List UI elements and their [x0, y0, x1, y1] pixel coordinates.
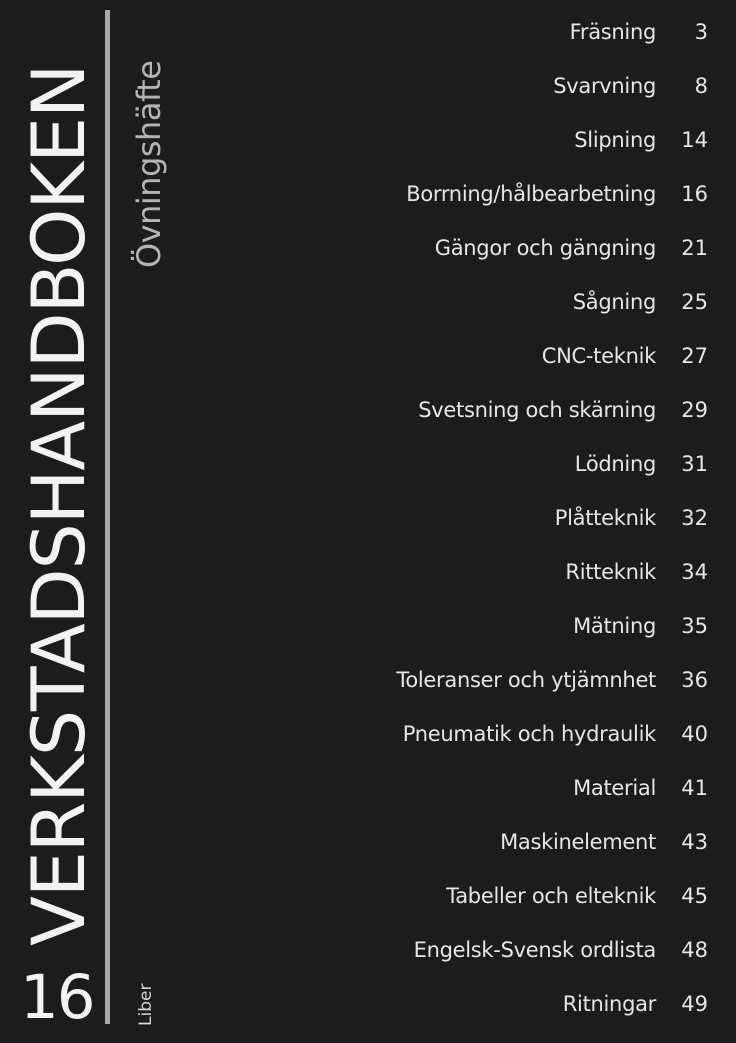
toc-entry-title: Fräsning	[569, 20, 656, 44]
toc-entry	[288, 554, 708, 608]
toc-entry	[288, 230, 708, 284]
toc-entry	[288, 824, 708, 878]
toc-entry	[288, 122, 708, 176]
toc-entry	[288, 176, 708, 230]
toc-entry-page: 8	[694, 74, 708, 98]
toc-entry-title: Ritteknik	[565, 560, 656, 584]
toc-entry-title: Svetsning och skärning	[418, 398, 656, 422]
toc-entry	[288, 338, 708, 392]
vertical-divider	[105, 10, 110, 1024]
toc-entry-title: Plåtteknik	[554, 506, 656, 530]
toc-entry	[288, 986, 708, 1040]
toc-entry-page: 45	[681, 884, 708, 908]
book-subtitle: Övningshäfte	[130, 60, 168, 268]
toc-entry-title: Sågning	[572, 290, 656, 314]
toc-entry-page: 35	[681, 614, 708, 638]
toc-entry-title: Toleranser och ytjämnhet	[396, 668, 656, 692]
toc-entry-title: Lödning	[574, 452, 656, 476]
toc-entry	[288, 392, 708, 446]
toc-entry-title: Tabeller och elteknik	[446, 884, 656, 908]
toc-entry	[288, 878, 708, 932]
toc-entry-title: Pneumatik och hydraulik	[402, 722, 656, 746]
toc-entry-page: 32	[681, 506, 708, 530]
toc-entry-page: 21	[681, 236, 708, 260]
toc-entry-title: Svarvning	[553, 74, 656, 98]
toc-entry-page: 14	[681, 128, 708, 152]
toc-entry-title: Maskinelement	[500, 830, 656, 854]
toc-entry-page: 16	[681, 182, 708, 206]
toc-entry	[288, 500, 708, 554]
toc-entry-title: Engelsk-Svensk ordlista	[413, 938, 656, 962]
toc-entry	[288, 770, 708, 824]
toc-entry-page: 43	[681, 830, 708, 854]
toc-entry	[288, 68, 708, 122]
toc-entry-title: CNC-teknik	[541, 344, 656, 368]
toc-entry	[288, 662, 708, 716]
book-title: VERKSTADSHANDBOKEN	[17, 64, 102, 946]
toc-entry-page: 31	[681, 452, 708, 476]
publisher-name: Liber	[136, 983, 156, 1026]
toc-entry	[288, 716, 708, 770]
toc-entry-title: Borrning/hålbearbetning	[406, 182, 656, 206]
toc-entry-title: Ritningar	[562, 992, 656, 1016]
toc-entry	[288, 284, 708, 338]
toc-entry-title: Slipning	[574, 128, 656, 152]
toc-entry-page: 29	[681, 398, 708, 422]
toc-entry	[288, 446, 708, 500]
toc-entry-page: 49	[681, 992, 708, 1016]
toc-entry-page: 34	[681, 560, 708, 584]
toc-entry-title: Mätning	[573, 614, 656, 638]
table-of-contents	[288, 14, 708, 1040]
toc-entry	[288, 14, 708, 68]
toc-entry	[288, 608, 708, 662]
volume-number: 16	[20, 962, 94, 1033]
toc-entry-page: 25	[681, 290, 708, 314]
toc-entry-page: 40	[681, 722, 708, 746]
toc-entry-title: Gängor och gängning	[434, 236, 656, 260]
toc-entry-page: 3	[694, 20, 708, 44]
toc-entry-page: 41	[681, 776, 708, 800]
toc-entry-page: 36	[681, 668, 708, 692]
toc-entry-page: 48	[681, 938, 708, 962]
toc-entry-page: 27	[681, 344, 708, 368]
toc-entry-title: Material	[573, 776, 656, 800]
toc-entry	[288, 932, 708, 986]
